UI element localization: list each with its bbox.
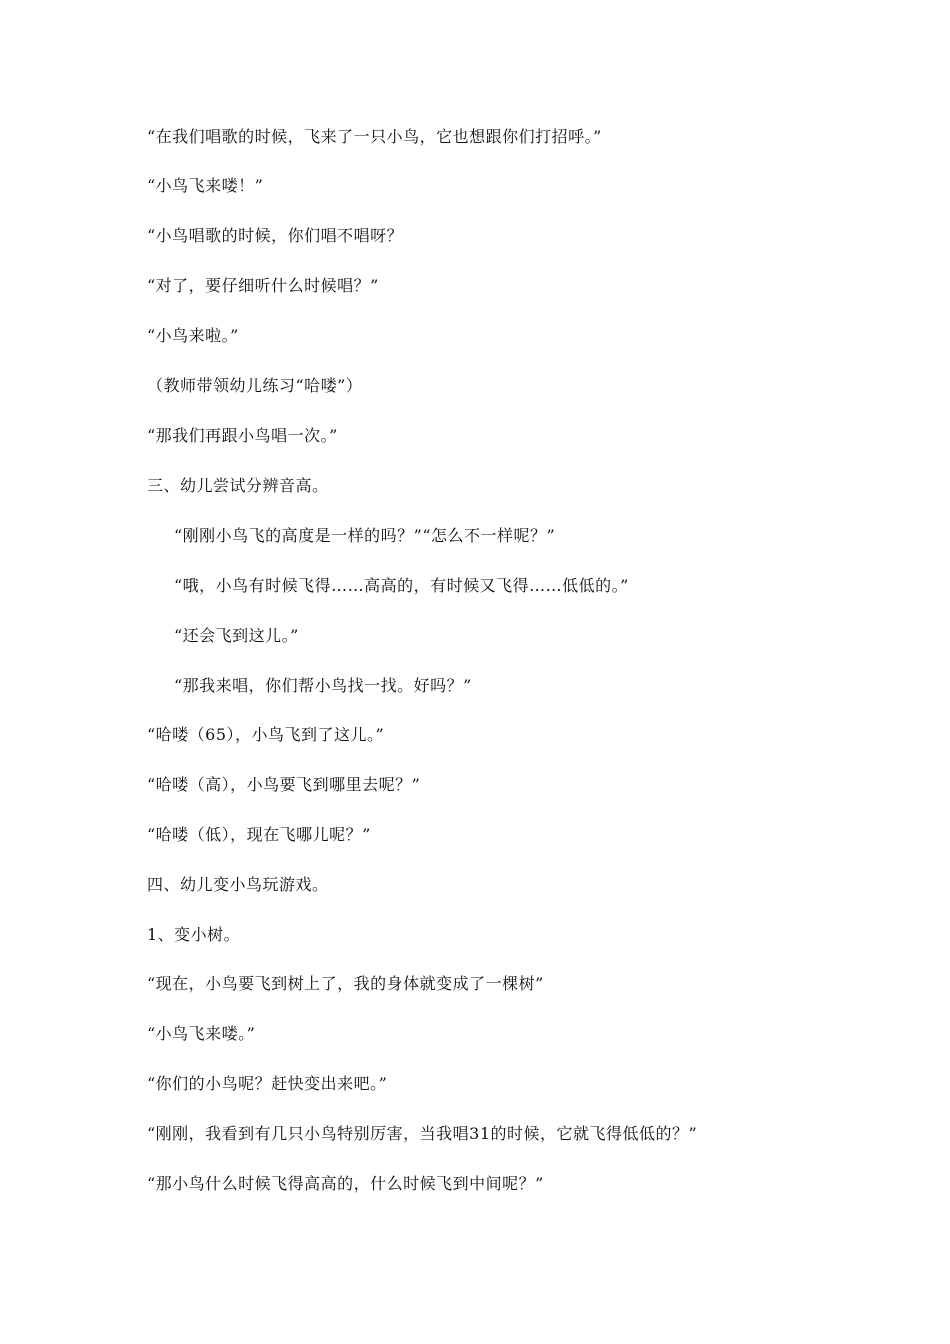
paragraph-line: “哈喽（低），现在飞哪儿呢？” (147, 825, 371, 844)
paragraph-line: “那小鸟什么时候飞得高高的，什么时候飞到中间呢？” (147, 1174, 544, 1193)
paragraph-line: “小鸟飞来喽！” (147, 176, 264, 195)
paragraph-line: “刚刚小鸟飞的高度是一样的吗？”“怎么不一样呢？” (174, 526, 556, 545)
subsection-heading: 1、变小树。 (147, 925, 241, 944)
paragraph-line: “哈喽（高），小鸟要飞到哪里去呢？” (147, 775, 421, 794)
paragraph-line: “哦，小鸟有时候飞得……高高的，有时候又飞得……低低的。” (174, 576, 629, 595)
section-heading: 三、幼儿尝试分辨音高。 (147, 476, 329, 495)
paragraph-line: “还会飞到这儿。” (174, 626, 299, 645)
paragraph-line: “那我来唱，你们帮小鸟找一找。好吗？” (174, 676, 472, 695)
paragraph-line: “小鸟来啦。” (147, 326, 239, 345)
paragraph-line: “那我们再跟小鸟唱一次。” (147, 426, 338, 445)
paragraph-line: “小鸟飞来喽。” (147, 1024, 256, 1043)
paragraph-line: “小鸟唱歌的时候，你们唱不唱呀？ (147, 226, 404, 245)
paragraph-line: “哈喽（65），小鸟飞到了这儿。” (147, 725, 385, 744)
paragraph-line: “刚刚，我看到有几只小鸟特别厉害，当我唱31的时候，它就飞得低低的？” (147, 1124, 698, 1143)
stage-direction: （教师带领幼儿练习“哈喽”） (147, 376, 363, 395)
paragraph-line: “现在，小鸟要飞到树上了，我的身体就变成了一棵树” (147, 974, 544, 993)
paragraph-line: “对了，要仔细听什么时候唱？” (147, 276, 379, 295)
paragraph-line: “你们的小鸟呢？赶快变出来吧。” (147, 1074, 388, 1093)
section-heading: 四、幼儿变小鸟玩游戏。 (147, 875, 329, 894)
paragraph-line: “在我们唱歌的时候，飞来了一只小鸟，它也想跟你们打招呼。” (147, 127, 602, 146)
